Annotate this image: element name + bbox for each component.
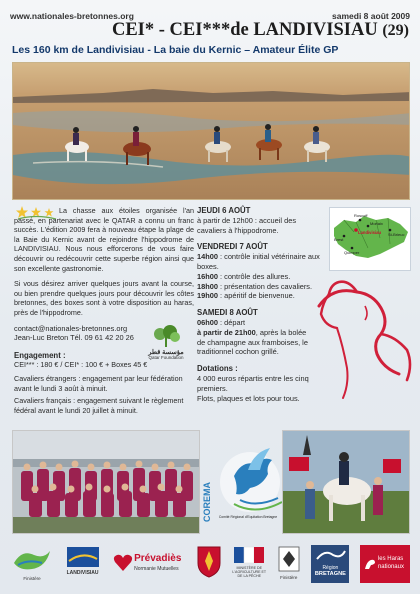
sponsor-logo[interactable] [12,545,52,583]
prizes-block [197,364,315,403]
qatar-foundation-logo [138,325,194,365]
qatar-arabic-label: مؤسسة قطر [148,349,184,356]
page-title [112,20,409,41]
corema-label: COREMA [202,482,212,522]
sponsor-text: MINISTÈRE DE L'AGRICULTURE ET DE LA PÊCHE [232,566,267,578]
day-line: 16h00 : contrôle des allures. [197,271,291,281]
podium-photo-image [283,431,410,534]
prizes-line-2: Flots, plaques et lots pour tous. [197,393,300,403]
day-line: à partir de 12h00 : accueil des cavaliers à l'hippodrome. [197,215,297,235]
map-city: Roscoff [354,213,368,218]
region-bretagne-icon [311,545,349,565]
sponsor-logo[interactable] [63,545,103,583]
sponsor-logo[interactable] [277,545,301,583]
map-city: Brest [334,237,344,242]
sponsor-logo[interactable] [113,545,185,583]
day-line: 18h00 : présentation des cavaliers. [197,281,313,291]
prizes-title: Dotations : [197,364,238,374]
beach-photo [12,62,410,200]
sponsor-subtext: BRETAGNE [314,571,346,577]
qatar-label: Qatar Foundation [148,355,184,360]
day-line: 19h00 : apéritif de bienvenue. [197,291,295,301]
horse-sketch-icon [303,276,415,402]
day-title: SAMEDI 8 AOÛT [197,308,258,318]
brittany-map [329,207,411,271]
map-city: St-Brieuc [388,232,405,237]
team-photo [12,430,200,534]
day-title: JEUDI 6 AOÛT [197,206,251,215]
haras-horse-icon [363,557,377,571]
coat-of-arms-icon [196,545,222,579]
brittany-map-image [330,208,412,272]
sponsor-logo[interactable] [311,545,349,583]
contact-email[interactable]: contact@nationales-bretonnes.org [14,323,128,333]
engagement-foreign: Cavaliers étrangers : engagement par leur fédération avant le lundi 3 août à minuit. [14,373,183,393]
marianne-logo-icon [232,545,266,565]
contact-block [14,324,139,343]
day-line: 06h00 : départ [197,317,246,327]
engagement-french: Cavaliers français : engagement suivant le règlement fédéral avant le lundi 20 juillet à minuit. [14,396,184,415]
contact-person: Jean-Luc Breton Tél. 09 61 42 20 26 [14,333,134,343]
sponsor-text: Région [322,565,339,571]
map-city: Landivisiau [358,230,382,235]
day-title: VENDREDI 7 AOÛT [197,242,268,252]
intro-paragraph-1: La chasse aux étoiles organisée l'an passé, en partenariat avec le QATAR a connu un franc succès. L'édition 2009 fera à nouveau étape la plage de la Baie du Kernic avant de rejoindre l'hippodrome de LANDIVISIAU. Nous nous efforcerons de vous faire découvrir ou redécouvrir cette superbe région ainsi que son excellente gastronomie. [14,206,194,273]
title-main: CEI* - CEI***de LANDIVISIAU [111,20,378,40]
corema-pegasus-icon [198,430,292,534]
title-year: (29) [382,22,409,39]
finistere-logo-icon [12,545,52,575]
engagement-fees: CEI*** : 180 € / CEI* : 100 € + Boxes 45 € [14,360,148,370]
sponsor-subtext: nationaux [377,564,404,570]
sponsor-text: Prévadiès [134,553,182,564]
podium-photo [282,430,410,534]
page-subtitle: Les 160 km de Landivisiau - La baie du Kernic – Amateur Élite GP [12,44,339,56]
sponsor-strip [12,540,410,588]
corema-logo [198,430,292,534]
beach-riders-image [13,63,410,200]
sponsor-text: LANDIVISIAU [66,570,99,576]
event-date: samedi 8 août 2009 [332,11,410,21]
engagement-title: Engagement : [14,350,66,360]
sponsor-logo[interactable] [196,545,222,583]
sponsor-text: Finistère [280,575,298,580]
landivisiau-logo-icon [63,545,103,571]
day-line: 14h00 : contrôle initial vétérinaire aux boxes. [197,252,320,271]
sponsor-text: Finistère [23,576,41,581]
map-city: Morlaix [370,221,383,226]
prevadies-heart-icon [113,553,133,573]
intro-paragraph-2: Si vous désirez arriver quelques jours avant la course, ou bien prendre quelques jours pour découvrir les côtes bretonnes, des boxes sont à votre disposition au haras, près de l'hippodrome. [14,279,194,317]
sponsor-logo[interactable] [232,545,266,583]
prizes-line-1: 4 000 euros répartis entre les cinq premiers. [197,373,309,393]
bottom-photos [12,430,410,536]
sponsor-text: les Haras [377,556,404,562]
day-line: à partir de 21h00, après la bolée de champagne aux framboises, le traditionnel cochon grillé. [197,327,308,357]
team-photo-image [13,431,200,534]
sponsor-subtext: Normanie Mutuelles [134,566,179,572]
conseil-general-icon [277,545,301,575]
intro-column [14,206,194,415]
corema-tagline: Comité Régional d'Equitation Bretagne [218,515,278,519]
qatar-tree-icon [148,325,184,349]
website-link[interactable]: www.nationales-bretonnes.org [10,11,134,21]
map-city: Quimper [344,250,360,255]
sponsor-logo[interactable] [360,545,410,583]
